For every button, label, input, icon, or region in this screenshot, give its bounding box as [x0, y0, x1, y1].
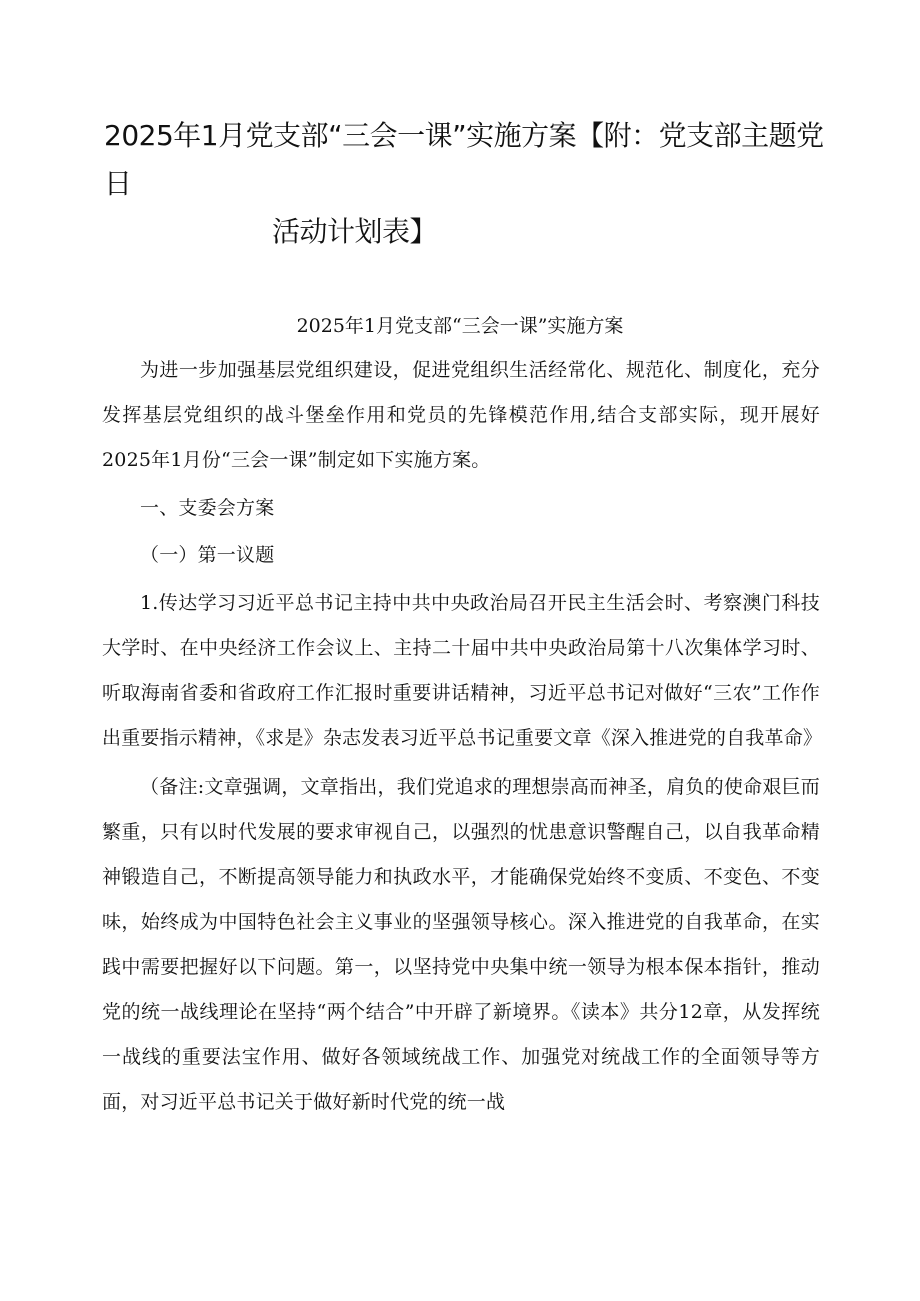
- plan-subtitle: 2025年1月党支部“三会一课”实施方案: [296, 315, 624, 337]
- note-paragraph: （备注:文章强调，文章指出，我们党追求的理想崇高而神圣，肩负的使命艰巨而繁重，只有以时代发展的要求审视自己，以强烈的忧患意识警醒自己，以自我革命精神锻造自己，不断提高领导能力和执政水平，才能确保党始终不变质、不变色、不变味，始终成为中国特色社会主义事业的坚强领导核心。深入推进党的自我革命，在实践中需要把握好以下问题。第一，以坚持党中央集中统一领导为根本保本指针，推动党的统一战线理论在坚持“两个结合”中开辟了新境界。《读本》共分12章，从发挥统一战线的重要法宝作用、做好各领域统战工作、加强党对统战工作的全面领导等方面，对习近平总书记关于做好新时代党的统一战: [102, 776, 820, 1113]
- intro-paragraph: 为进一步加强基层党组织建设，促进党组织生活经常化、规范化、制度化，充分发挥基层党组织的战斗堡垒作用和党员的先锋模范作用,结合支部实际，现开展好2025年1月份“三会一课”制定如下实施方案。: [102, 359, 820, 471]
- section-heading: 一、支委会方案: [140, 497, 275, 519]
- document-title: [104, 112, 824, 256]
- document-title-line1: 2025年1月党支部“三会一课”实施方案【附：党支部主题党日: [104, 119, 824, 200]
- document-title-line2: 活动计划表】: [272, 215, 438, 248]
- item-paragraph: 1.传达学习习近平总书记主持中共中央政治局召开民主生活会时、考察澳门科技大学时、在中央经济工作会议上、主持二十届中共中央政治局第十八次集体学习时、听取海南省委和省政府工作汇报时重要讲话精神，习近平总书记对做好“三农”工作作出重要指示精神，《求是》杂志发表习近平总书记重要文章《深入推进党的自我革命》: [102, 592, 823, 749]
- document-body: [102, 348, 823, 1125]
- subsection-heading: （一）第一议题: [140, 544, 275, 566]
